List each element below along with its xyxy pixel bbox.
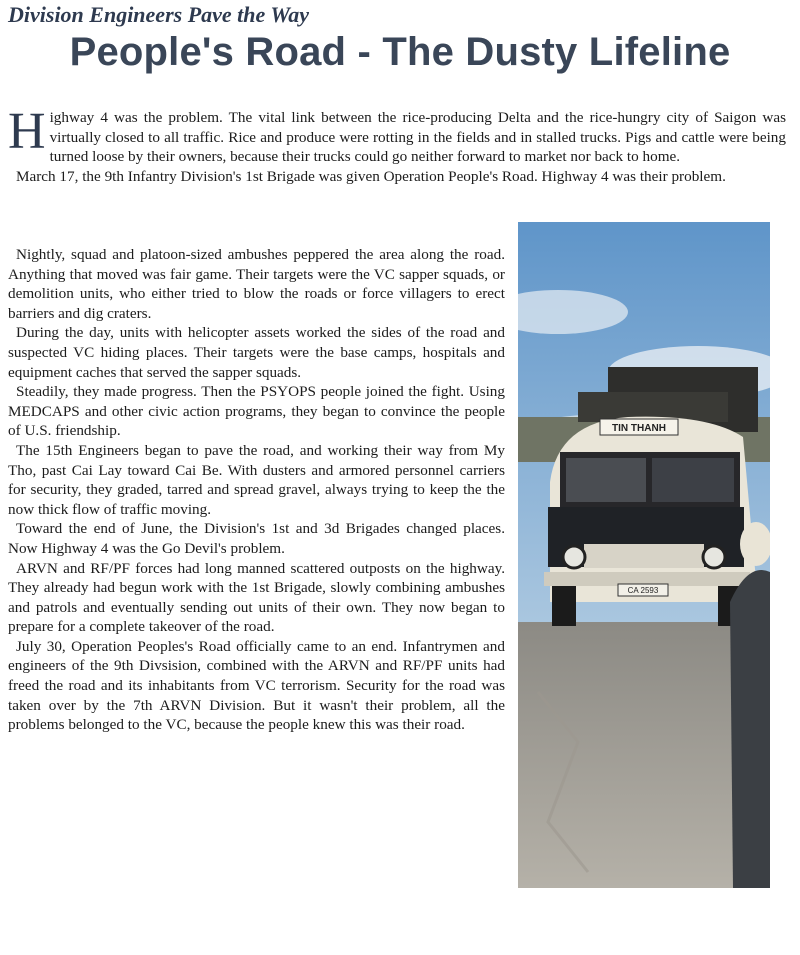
paragraph-ambushes: Nightly, squad and platoon-sized ambushes peppered the area along the road. Anything that moved was fair game. Their targets were the VC sapper squads, or demolition units, who either tried to blow the roads or force villagers to erect barriers and dig craters. (8, 246, 505, 322)
paragraph-july-30: July 30, Operation Peoples's Road officially came to an end. Infantrymen and engineers of the 9th Divsision, combined with the ARVN and RF/PF units had freed the road and its inhabitants from VC terrorism. Security for the road was taken over by the 7th ARVN Division. But it wasn't their problem, all the problems belonged to the VC, because the people knew this was their road. (8, 637, 505, 734)
road-bus-photo (518, 222, 770, 888)
license-plate: CA 2593 (627, 586, 659, 595)
paragraph-arvn: ARVN and RF/PF forces had long manned scattered outposts on the highway. They already had begun work with the 1st Brigade, slowly combining ambushes and patrols and eventually sending out units of their own. They now began to prepare for a complete takeover of the road. (8, 559, 505, 636)
article-headline: People's Road - The Dusty Lifeline (69, 30, 731, 74)
lead-paragraph-text: ighway 4 was the problem. The vital link between the rice-producing Delta and the rice-hungry city of Saigon was virtually closed to all traffic. Rice and produce were rotting in the fields and in stalled trucks. Pigs and cattle were being turned loose by their owners, because their trucks could go neither forward to market nor back to home. (49, 109, 786, 166)
paragraph-brigades: Toward the end of June, the Division's 1st and 3d Brigades changed places. Now Highway 4 was the Go Devil's problem. (8, 520, 505, 557)
paragraph-march-17: March 17, the 9th Infantry Division's 1st Brigade was given Operation People's Road. Highway 4 was their problem. (16, 167, 726, 185)
paragraph-engineers: The 15th Engineers began to pave the road, and working their way from My Tho, past Cai Lay toward Cai Be. With dusters and armored personnel carriers for security, they graded, tarred and spread gravel, always trying to keep the the now thick flow of traffic moving. (8, 441, 505, 518)
article-column (8, 245, 505, 735)
bus-sign: TIN THANH (612, 423, 666, 434)
article-kicker: Division Engineers Pave the Way (8, 2, 310, 27)
article-intro (8, 103, 786, 186)
photo-illustration (518, 222, 770, 888)
drop-cap: H (8, 103, 46, 160)
paragraph-psyops: Steadily, they made progress. Then the PSYOPS people joined the fight. Using MEDCAPS and other civic action programs, they began to convince the people of U.S. friendship. (8, 383, 505, 440)
lead-paragraph (8, 103, 786, 167)
paragraph-helicopters: During the day, units with helicopter assets worked the sides of the road and suspected VC hiding places. Their targets were the base camps, hospitals and equipment caches that served the sapper squads. (8, 324, 505, 381)
